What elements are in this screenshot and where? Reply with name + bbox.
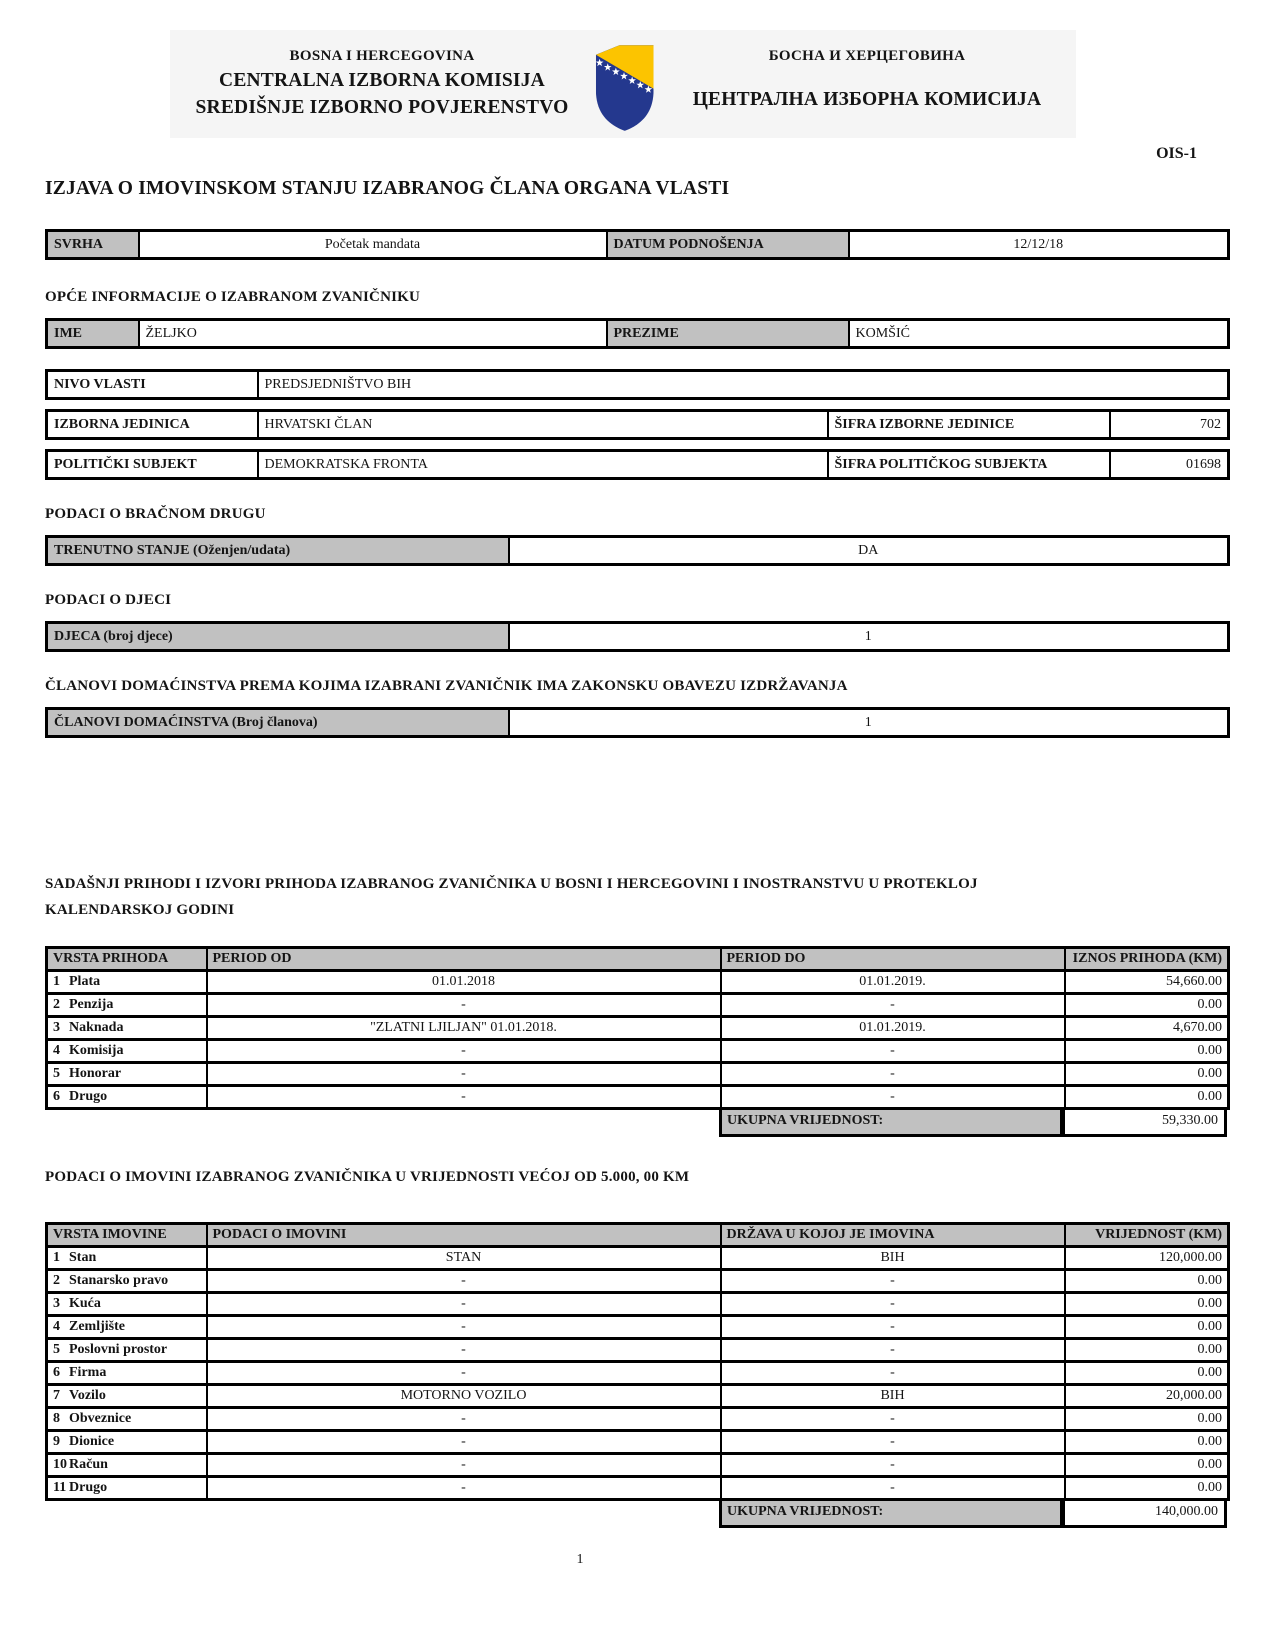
government-level-label: NIVO VLASTI — [47, 371, 258, 399]
asset-value-cell: 0.00 — [1065, 1408, 1229, 1431]
asset-type-cell: 7 Vozilo — [47, 1385, 207, 1408]
asset-value-cell: 0.00 — [1065, 1339, 1229, 1362]
asset-country-cell: - — [721, 1408, 1065, 1431]
marital-status-value: DA — [509, 537, 1229, 565]
income-amount-cell: 54,660.00 — [1065, 971, 1229, 994]
asset-value-cell: 0.00 — [1065, 1362, 1229, 1385]
column-header-drzava: DRŽAVA U KOJOJ JE IMOVINA — [721, 1224, 1065, 1247]
first-name-value: ŽELJKO — [139, 320, 607, 348]
asset-details-cell: - — [207, 1408, 721, 1431]
submission-date-label: DATUM PODNOŠENJA — [607, 231, 849, 259]
column-header-iznos: IZNOS PRIHODA (KM) — [1065, 948, 1229, 971]
asset-details-cell: - — [207, 1477, 721, 1500]
political-party-code-label: ŠIFRA POLITIČKOG SUBJEKTA — [828, 451, 1110, 479]
asset-country-cell: - — [721, 1270, 1065, 1293]
asset-type-cell: 6 Firma — [47, 1362, 207, 1385]
assets-total-value: 140,000.00 — [1063, 1501, 1227, 1528]
section-heading-assets: PODACI O IMOVINI IZABRANOG ZVANIČNIKA U VRIJEDNOSTI VEĆOJ OD 5.000, 00 KM — [45, 1169, 690, 1185]
table-row — [47, 623, 1229, 651]
political-party-table — [45, 449, 1230, 480]
org-country-latin: BOSNA I HERCEGOVINA — [289, 48, 475, 64]
org-name-cyrillic — [668, 36, 1066, 111]
income-row — [47, 994, 1229, 1017]
income-amount-cell: 0.00 — [1065, 1086, 1229, 1109]
children-count-value: 1 — [509, 623, 1229, 651]
electoral-unit-table — [45, 409, 1230, 440]
asset-row — [47, 1270, 1229, 1293]
asset-type-cell: 4 Zemljište — [47, 1316, 207, 1339]
org-country-cyrillic: БОСНА И ХЕРЦЕГОВИНА — [768, 48, 966, 64]
asset-value-cell: 120,000.00 — [1065, 1247, 1229, 1270]
political-party-value: DEMOKRATSKA FRONTA — [258, 451, 828, 479]
asset-type-cell: 2 Stanarsko pravo — [47, 1270, 207, 1293]
income-total-row — [45, 1110, 1227, 1137]
marital-status-label: TRENUTNO STANJE (Oženjen/udata) — [47, 537, 509, 565]
column-header-vrsta-prihoda: VRSTA PRIHODA — [47, 948, 207, 971]
asset-value-cell: 20,000.00 — [1065, 1385, 1229, 1408]
electoral-unit-value: HRVATSKI ČLAN — [258, 411, 828, 439]
asset-row — [47, 1477, 1229, 1500]
electoral-unit-code-value: 702 — [1110, 411, 1229, 439]
asset-value-cell: 0.00 — [1065, 1431, 1229, 1454]
section-heading-spouse: PODACI O BRAČNOM DRUGU — [45, 506, 266, 522]
assets-header-row — [47, 1224, 1229, 1247]
column-header-vrijednost: VRIJEDNOST (KM) — [1065, 1224, 1229, 1247]
asset-type-cell: 10 Račun — [47, 1454, 207, 1477]
asset-row — [47, 1339, 1229, 1362]
page-title: IZJAVA O IMOVINSKOM STANJU IZABRANOG ČLANA ORGANA VLASTI — [45, 178, 730, 199]
footer-spacer — [45, 1501, 719, 1528]
income-type-cell: 4 Komisija — [47, 1040, 207, 1063]
section-heading-income: SADAŠNJI PRIHODI I IZVORI PRIHODA IZABRANOG ZVANIČNIKA U BOSNI I HERCEGOVINI I INOSTRANSTVU U PROTEKLOJ KALENDARSKOJ GODINI — [45, 876, 978, 918]
income-period-from-cell: 01.01.2018 — [207, 971, 721, 994]
table-row — [47, 411, 1229, 439]
table-row — [47, 709, 1229, 737]
income-period-from-cell: - — [207, 1063, 721, 1086]
political-party-code-value: 01698 — [1110, 451, 1229, 479]
asset-details-cell: - — [207, 1293, 721, 1316]
org-commission-croatian: SREDIŠNJE IZBORNO POVJERENSTVO — [195, 97, 569, 118]
asset-details-cell: - — [207, 1431, 721, 1454]
asset-details-cell: - — [207, 1270, 721, 1293]
spouse-table — [45, 535, 1230, 566]
asset-details-cell: - — [207, 1316, 721, 1339]
asset-country-cell: - — [721, 1293, 1065, 1316]
table-row — [47, 537, 1229, 565]
asset-country-cell: - — [721, 1316, 1065, 1339]
electoral-unit-code-label: ŠIFRA IZBORNE JEDINICE — [828, 411, 1110, 439]
income-amount-cell: 0.00 — [1065, 1063, 1229, 1086]
asset-type-cell: 1 Stan — [47, 1247, 207, 1270]
asset-row — [47, 1431, 1229, 1454]
asset-row — [47, 1454, 1229, 1477]
asset-details-cell: MOTORNO VOZILO — [207, 1385, 721, 1408]
submission-date-value: 12/12/18 — [849, 231, 1229, 259]
income-period-to-cell: - — [721, 1086, 1065, 1109]
asset-type-cell: 9 Dionice — [47, 1431, 207, 1454]
income-row — [47, 1017, 1229, 1040]
asset-type-cell: 8 Obveznice — [47, 1408, 207, 1431]
asset-row — [47, 1293, 1229, 1316]
assets-total-row — [45, 1501, 1227, 1528]
income-total-label: UKUPNA VRIJEDNOST: — [719, 1110, 1063, 1137]
asset-country-cell: - — [721, 1454, 1065, 1477]
section-heading-general: OPĆE INFORMACIJE O IZABRANOM ZVANIČNIKU — [45, 289, 421, 305]
income-period-to-cell: 01.01.2019. — [721, 1017, 1065, 1040]
assets-table — [45, 1222, 1230, 1501]
income-table — [45, 946, 1230, 1110]
income-period-from-cell: - — [207, 994, 721, 1017]
income-row — [47, 1086, 1229, 1109]
income-period-from-cell: - — [207, 1086, 721, 1109]
table-row — [47, 371, 1229, 399]
asset-country-cell: - — [721, 1362, 1065, 1385]
asset-country-cell: BIH — [721, 1385, 1065, 1408]
purpose-table — [45, 229, 1230, 260]
income-type-cell: 2 Penzija — [47, 994, 207, 1017]
column-header-period-do: PERIOD DO — [721, 948, 1065, 971]
page-number: 1 — [576, 1552, 584, 1567]
asset-country-cell: BIH — [721, 1247, 1065, 1270]
income-type-cell: 3 Naknada — [47, 1017, 207, 1040]
asset-country-cell: - — [721, 1339, 1065, 1362]
income-period-to-cell: - — [721, 1040, 1065, 1063]
table-row — [47, 320, 1229, 348]
form-code: OIS-1 — [1156, 145, 1197, 162]
assets-total-label: UKUPNA VRIJEDNOST: — [719, 1501, 1063, 1528]
children-count-label: DJECA (broj djece) — [47, 623, 509, 651]
org-name-latin — [184, 36, 580, 119]
asset-value-cell: 0.00 — [1065, 1293, 1229, 1316]
asset-details-cell: - — [207, 1454, 721, 1477]
column-header-period-od: PERIOD OD — [207, 948, 721, 971]
income-type-cell: 5 Honorar — [47, 1063, 207, 1086]
income-period-to-cell: - — [721, 1063, 1065, 1086]
asset-details-cell: - — [207, 1362, 721, 1385]
government-level-value: PREDSJEDNIŠTVO BIH — [258, 371, 1229, 399]
income-amount-cell: 0.00 — [1065, 1040, 1229, 1063]
footer-spacer — [45, 1110, 719, 1137]
column-header-vrsta-imovine: VRSTA IMOVINE — [47, 1224, 207, 1247]
purpose-label: SVRHA — [47, 231, 139, 259]
org-commission-latin: CENTRALNA IZBORNA KOMISIJA — [219, 70, 545, 91]
electoral-unit-label: IZBORNA JEDINICA — [47, 411, 258, 439]
income-period-to-cell: - — [721, 994, 1065, 1017]
income-period-to-cell: 01.01.2019. — [721, 971, 1065, 994]
bih-coat-of-arms-icon — [590, 40, 658, 136]
column-header-podaci: PODACI O IMOVINI — [207, 1224, 721, 1247]
asset-row — [47, 1408, 1229, 1431]
last-name-value: KOMŠIĆ — [849, 320, 1229, 348]
asset-type-cell: 3 Kuća — [47, 1293, 207, 1316]
asset-row — [47, 1247, 1229, 1270]
table-row — [47, 231, 1229, 259]
income-header-row — [47, 948, 1229, 971]
asset-value-cell: 0.00 — [1065, 1454, 1229, 1477]
household-count-label: ČLANOVI DOMAĆINSTVA (Broj članova) — [47, 709, 509, 737]
section-heading-household: ČLANOVI DOMAĆINSTVA PREMA KOJIMA IZABRANI ZVANIČNIK IMA ZAKONSKU OBAVEZU IZDRŽAVANJA — [45, 678, 848, 694]
income-type-cell: 6 Drugo — [47, 1086, 207, 1109]
purpose-value: Početak mandata — [139, 231, 607, 259]
income-row — [47, 1040, 1229, 1063]
asset-details-cell: STAN — [207, 1247, 721, 1270]
income-type-cell: 1 Plata — [47, 971, 207, 994]
government-level-table — [45, 369, 1230, 400]
asset-row — [47, 1385, 1229, 1408]
income-row — [47, 1063, 1229, 1086]
name-table — [45, 318, 1230, 349]
first-name-label: IME — [47, 320, 139, 348]
asset-details-cell: - — [207, 1339, 721, 1362]
household-table — [45, 707, 1230, 738]
asset-value-cell: 0.00 — [1065, 1477, 1229, 1500]
section-heading-children: PODACI O DJECI — [45, 592, 172, 608]
income-period-from-cell: - — [207, 1040, 721, 1063]
income-period-from-cell: "ZLATNI LJILJAN" 01.01.2018. — [207, 1017, 721, 1040]
asset-country-cell: - — [721, 1431, 1065, 1454]
last-name-label: PREZIME — [607, 320, 849, 348]
household-count-value: 1 — [509, 709, 1229, 737]
asset-country-cell: - — [721, 1477, 1065, 1500]
asset-value-cell: 0.00 — [1065, 1316, 1229, 1339]
children-table — [45, 621, 1230, 652]
asset-row — [47, 1316, 1229, 1339]
asset-type-cell: 11 Drugo — [47, 1477, 207, 1500]
table-row — [47, 451, 1229, 479]
asset-type-cell: 5 Poslovni prostor — [47, 1339, 207, 1362]
asset-row — [47, 1362, 1229, 1385]
income-row — [47, 971, 1229, 994]
political-party-label: POLITIČKI SUBJEKT — [47, 451, 258, 479]
letterhead — [170, 30, 1076, 138]
org-commission-cyrillic: ЦЕНТРАЛНА ИЗБОРНА КОМИСИЈА — [692, 89, 1042, 110]
income-amount-cell: 4,670.00 — [1065, 1017, 1229, 1040]
asset-value-cell: 0.00 — [1065, 1270, 1229, 1293]
income-total-value: 59,330.00 — [1063, 1110, 1227, 1137]
income-amount-cell: 0.00 — [1065, 994, 1229, 1017]
